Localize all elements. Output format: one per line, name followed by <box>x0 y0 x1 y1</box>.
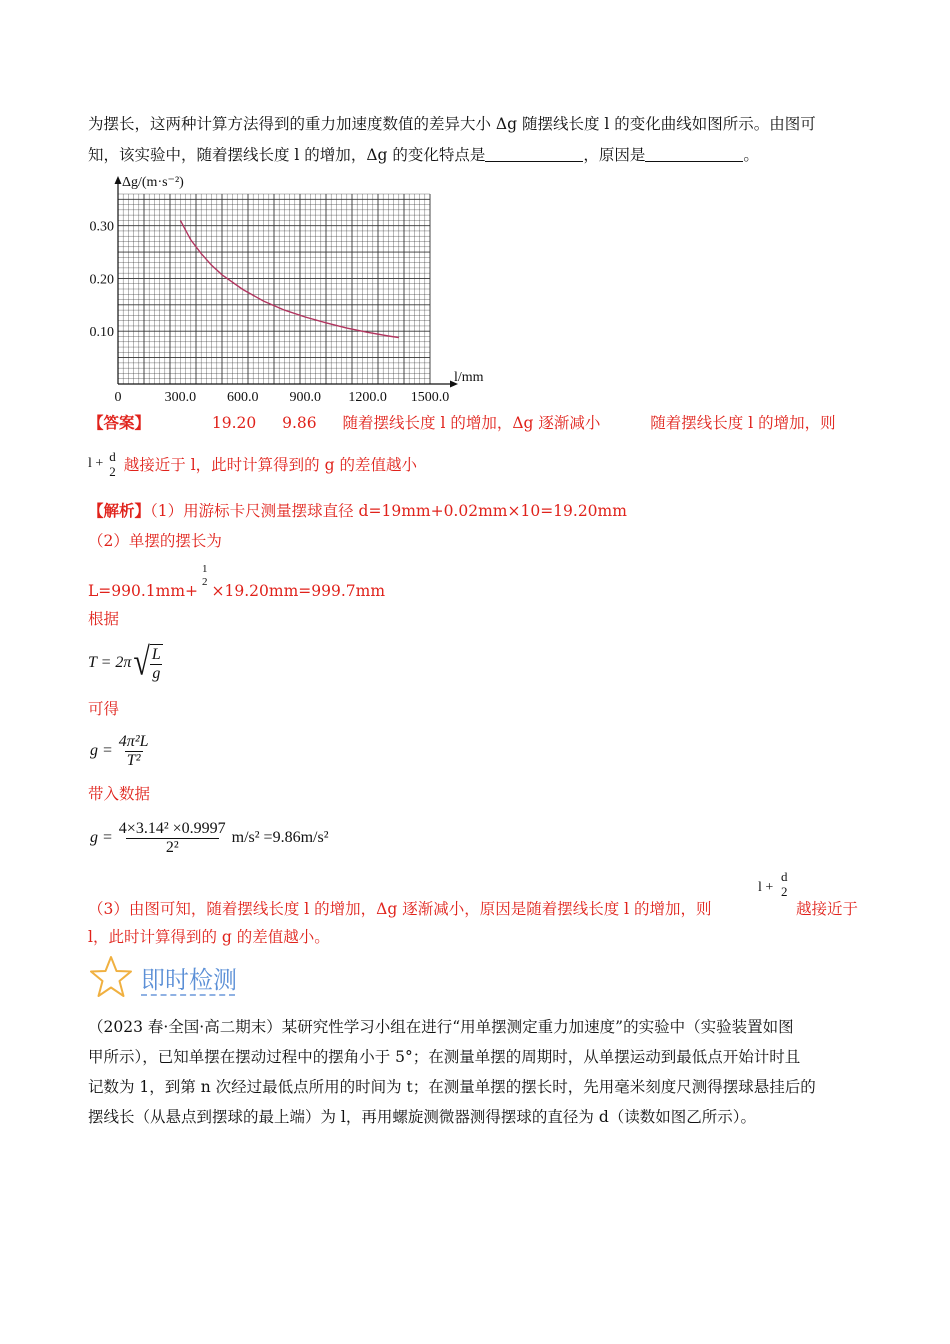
y-tick-label: 0.20 <box>89 272 114 288</box>
analysis-p7 <box>88 870 868 920</box>
question-line-3: 记数为 1，到第 n 次经过最低点所用的时间为 t；在测量单摆的摆长时，先用毫米刻度尺测得摆球悬挂后的 <box>88 1078 816 1096</box>
analysis-p7-fraction <box>779 870 790 898</box>
analysis-p3-a: L=990.1mm+ <box>88 582 199 600</box>
x-tick-label: 1200.0 <box>348 390 387 405</box>
analysis-p3-den: 2 <box>202 576 208 588</box>
answer-value-1: 19.20 <box>211 414 257 432</box>
answer-fraction <box>107 450 118 478</box>
y-axis-arrow <box>115 176 122 184</box>
analysis-p6: 带入数据 <box>88 785 151 803</box>
analysis-p3-fraction <box>200 564 210 588</box>
section-title-underline <box>141 994 235 996</box>
y-tick-label: 0.10 <box>89 325 114 341</box>
answer-blank-1[interactable] <box>485 147 583 162</box>
intro-line-2-c: 。 <box>743 146 759 164</box>
analysis-p7-a: （3）由图可知，随着摆线长度 l 的增加，Δg 逐渐减小，原因是随着摆线长度 l 的增加，则 <box>88 900 712 918</box>
analysis-p3-num: 1 <box>202 563 208 575</box>
intro-line-1: 为摆长，这两种计算方法得到的重力加速度数值的差异大小 Δg 随摆线长度 l 的变化曲线如图所示。由图可 <box>88 115 816 133</box>
answer-value-4: 随着摆线长度 l 的增加，则 <box>650 414 836 432</box>
analysis-p2: （2）单摆的摆长为 <box>88 532 222 550</box>
formula-g-fraction <box>117 734 151 769</box>
chart-axes <box>115 176 459 388</box>
y-tick-label: 0.30 <box>89 219 114 235</box>
chart-grid <box>118 194 430 384</box>
star-icon <box>88 955 134 999</box>
intro-line-2-b: ，原因是 <box>583 146 646 164</box>
answer-value-2: 9.86 <box>282 414 317 432</box>
formula-period-den: g <box>152 665 161 682</box>
formula-period-num: L <box>151 646 161 663</box>
question-line-2: 甲所示），已知单摆在摆动过程中的摆角小于 5°；在测量单摆的周期时，从单摆运动到最低点开始计时且 <box>88 1048 801 1066</box>
answer-fraction-num: d <box>109 449 116 464</box>
analysis-p5: 可得 <box>88 700 120 718</box>
analysis-p3-b: ×19.20mm=999.7mm <box>211 582 386 600</box>
formula-period <box>88 638 163 688</box>
intro-line-2 <box>88 145 759 165</box>
delta-g-vs-length-chart <box>80 170 500 406</box>
analysis-p7-c: l，此时计算得到的 g 的差值越小。 <box>88 928 330 946</box>
formula-g-num: 4π²L <box>118 732 149 750</box>
answer-line <box>88 413 836 433</box>
chart-tick-labels <box>90 220 450 405</box>
answer-value-3: 随着摆线长度 l 的增加，Δg 逐渐减小 <box>342 414 601 432</box>
formula-substitution-lhs: g = <box>90 829 113 846</box>
analysis-p4: 根据 <box>88 610 120 628</box>
answer-fraction-den: 2 <box>109 464 116 479</box>
x-tick-label: 300.0 <box>164 390 197 405</box>
formula-g-den: T² <box>126 751 141 769</box>
x-tick-label: 900.0 <box>289 390 321 405</box>
analysis-p1-text: （1）用游标卡尺测量摆球直径 d=19mm+0.02mm×10=19.20mm <box>150 502 627 520</box>
formula-substitution <box>90 813 329 863</box>
answer-continued <box>88 440 417 488</box>
answer-blank-2[interactable] <box>645 147 743 162</box>
analysis-p7-den: 2 <box>781 884 788 899</box>
x-tick-label: 0 <box>114 390 122 405</box>
formula-substitution-num: 4×3.14² ×0.9997 <box>118 819 226 837</box>
answer-cont-text: 越接近于 l，此时计算得到的 g 的差值越小 <box>123 456 417 474</box>
formula-g-lhs: g = <box>90 742 113 759</box>
formula-period-lhs: T = 2π <box>88 654 132 671</box>
analysis-p7-num: d <box>781 869 788 884</box>
question-line-1: （2023 春·全国·高二期末）某研究性学习小组在进行“用单摆测定重力加速度”的实验中（实验装置如图 <box>88 1018 794 1036</box>
sqrt-symbol: √ <box>133 640 150 684</box>
chart-y-axis-label: Δg/(m·s⁻²) <box>122 175 184 190</box>
analysis-p3 <box>88 560 385 600</box>
formula-period-fraction <box>150 644 163 682</box>
intro-line-2-a: 知，该实验中，随着摆线长度 l 的增加，Δg 的变化特点是 <box>88 146 486 164</box>
formula-substitution-rhs: m/s² =9.86m/s² <box>231 829 329 846</box>
formula-g <box>90 727 151 775</box>
analysis-p1 <box>88 501 627 521</box>
question-line-4: 摆线长（从悬点到摆球的最上端）为 l，再用螺旋测微器测得摆球的直径为 d（读数如图乙所示）。 <box>88 1108 756 1126</box>
section-title: 即时检测 <box>141 966 237 994</box>
x-tick-label: 1500.0 <box>410 390 450 405</box>
x-tick-label: 600.0 <box>227 390 259 405</box>
answer-expr-l: l + <box>88 456 104 471</box>
analysis-p7-expr-l: l + <box>758 880 774 895</box>
answer-tag: 【答案】 <box>88 414 151 432</box>
formula-substitution-den: 2² <box>126 838 219 856</box>
analysis-tag: 【解析】 <box>88 502 151 520</box>
chart-x-axis-label: l/mm <box>454 370 484 385</box>
formula-substitution-fraction <box>117 821 228 856</box>
analysis-p7-b: 越接近于 <box>796 900 859 918</box>
